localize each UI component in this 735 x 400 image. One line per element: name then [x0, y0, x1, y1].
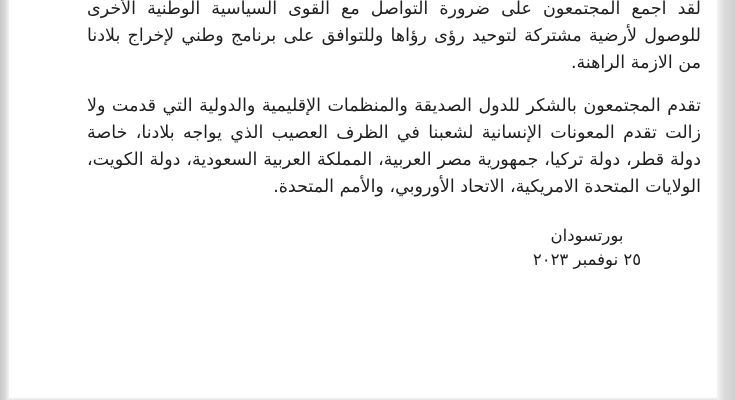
page-left-edge — [0, 0, 9, 400]
document-body — [87, 0, 701, 217]
signature-date: ٢٥ نوفمبر ٢٠٢٣ — [532, 250, 642, 269]
page-right-edge — [717, 0, 735, 400]
paragraph-thanks-to-states: تقدم المجتمعون بالشكر للدول الصديقة والمنظمات الإقليمية والدولية التي قدمت ولا زالت تقدم المعونات الإنسانية لشعبنا في الظرف العصيب الذي يواجه بلادنا، خاصة دولة قطر، دولة تركيا، جمهورية مصر العربية، المملكة العربية السعودية، دولة الكويت، الولايات المتحدة الامريكية، الاتحاد الأوروبي، والأمم المتحدة. — [87, 96, 701, 197]
paragraph-unity-of-vision: لقد اجمع المجتمعون على ضرورة التواصل مع القوى السياسية الوطنية الأخرى للوصول لأرضية مشتركة لتوحيد رؤى رؤاها وللتوافق على برنامج وطني لإخراج بلادنا من الازمة الراهنة. — [87, 0, 701, 73]
signature-place: بورتسودان — [550, 226, 624, 245]
signature-block — [531, 224, 643, 272]
